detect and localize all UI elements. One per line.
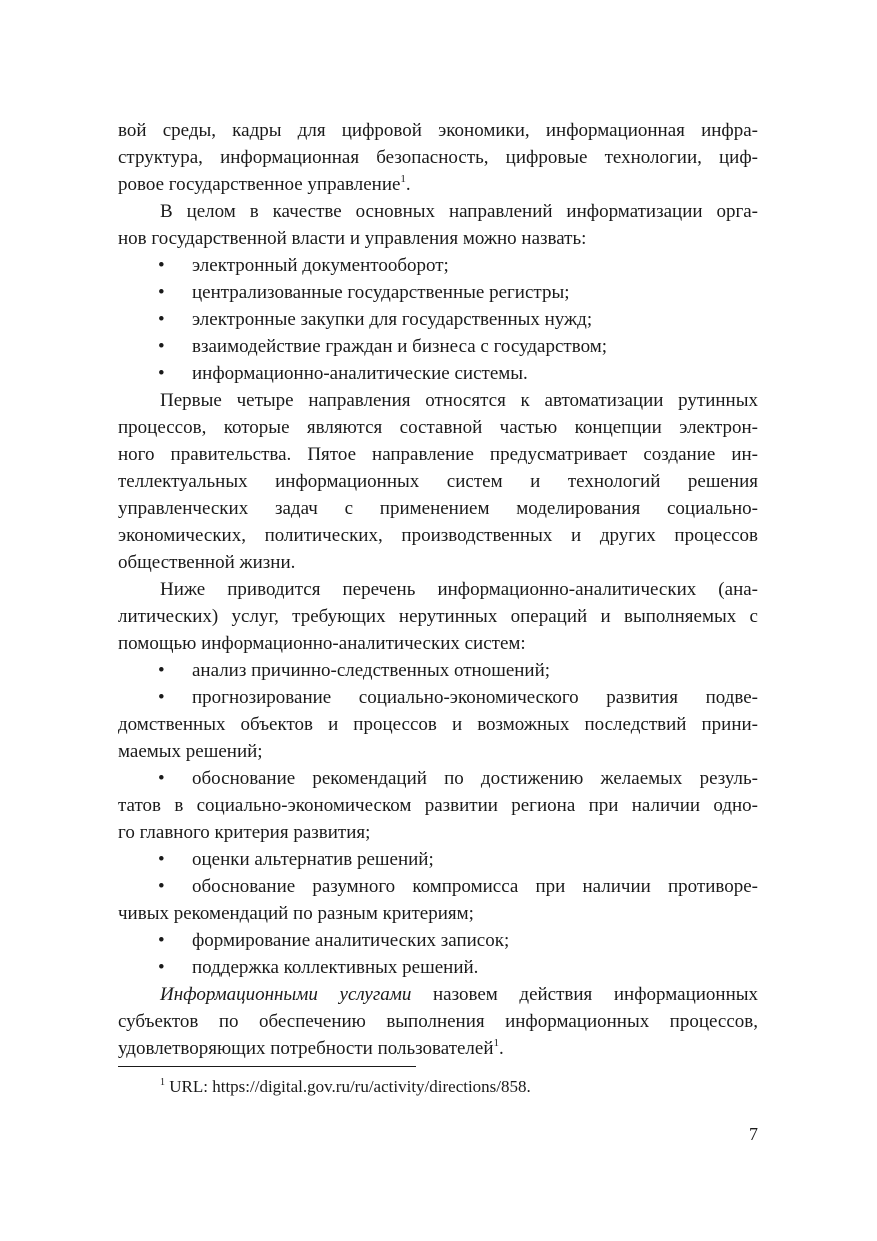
list-item — [118, 954, 758, 981]
body-text — [118, 117, 758, 1062]
text-line — [118, 414, 758, 441]
list-item — [118, 360, 758, 387]
text-line — [118, 576, 758, 603]
line-text: Ниже приводится перечень информационно-аналитических (ана- — [160, 579, 758, 600]
line-text: . — [499, 1038, 504, 1059]
bullet-icon: • — [158, 363, 165, 384]
line-text: маемых решений; — [118, 741, 263, 762]
bullet-icon: • — [158, 660, 165, 681]
list-item — [118, 684, 758, 711]
list-item — [118, 333, 758, 360]
line-text: ровое государственное управление — [118, 174, 401, 195]
footnote-divider — [118, 1066, 416, 1067]
text-line — [118, 792, 758, 819]
line-text: теллектуальных информационных систем и технологий решения — [118, 471, 758, 492]
bullet-icon: • — [158, 282, 165, 303]
line-text: обоснование разумного компромисса при наличии противоре- — [192, 876, 758, 897]
line-text: ного правительства. Пятое направление предусматривает создание ин- — [118, 444, 758, 465]
list-item — [118, 765, 758, 792]
text-line — [118, 1035, 758, 1062]
line-text: прогнозирование социально-экономического развития подве- — [192, 687, 758, 708]
list-item — [118, 846, 758, 873]
list-item — [118, 657, 758, 684]
line-text: литических) услуг, требующих нерутинных операций и выполняемых с — [118, 606, 758, 627]
line-text: электронный документооборот; — [192, 255, 449, 276]
list-item — [118, 873, 758, 900]
text-line — [118, 468, 758, 495]
text-line — [118, 495, 758, 522]
list-item — [118, 306, 758, 333]
line-text: удовлетворяющих потребности пользователей — [118, 1038, 494, 1059]
line-text: чивых рекомендаций по разным критериям; — [118, 903, 474, 924]
line-text: обоснование рекомендаций по достижению желаемых резуль- — [192, 768, 758, 789]
line-text: го главного критерия развития; — [118, 822, 371, 843]
text-line — [118, 549, 758, 576]
line-text: субъектов по обеспечению выполнения информационных процессов, — [118, 1011, 758, 1032]
line-text: централизованные государственные регистры; — [192, 282, 570, 303]
line-text: анализ причинно-следственных отношений; — [192, 660, 551, 681]
footnote-ref: 1 — [400, 173, 406, 185]
line-text: вой среды, кадры для цифровой экономики, информационная инфра- — [118, 120, 758, 141]
list-item — [118, 927, 758, 954]
bullet-icon: • — [158, 876, 165, 897]
text-line — [118, 171, 758, 198]
line-text: . — [405, 174, 411, 195]
line-text: структура, информационная безопасность, цифровые технологии, циф- — [118, 147, 758, 168]
line-text: домственных объектов и процессов и возможных последствий прини- — [118, 714, 758, 735]
text-line — [118, 981, 758, 1008]
footnote-marker: 1 — [160, 1077, 165, 1088]
list-item — [118, 279, 758, 306]
text-line — [118, 225, 758, 252]
bullet-icon: • — [158, 255, 165, 276]
line-text: формирование аналитических записок; — [192, 930, 510, 951]
line-text: В целом в качестве основных направлений информатизации орга- — [160, 201, 758, 222]
bullet-icon: • — [158, 957, 165, 978]
text-line — [118, 1008, 758, 1035]
italic-term: Информационными услугами — [160, 984, 412, 1005]
bullet-icon: • — [158, 687, 165, 708]
text-line — [118, 441, 758, 468]
line-text: электронные закупки для государственных нужд; — [192, 309, 593, 330]
bullet-icon: • — [158, 849, 165, 870]
line-text: информационно-аналитические системы. — [192, 363, 528, 384]
footnote-text: URL: https://digital.gov.ru/ru/activity/directions/858. — [165, 1077, 531, 1096]
text-line — [118, 144, 758, 171]
line-text: нов государственной власти и управления можно назвать: — [118, 228, 587, 249]
line-text: процессов, которые являются составной частью концепции электрон- — [118, 417, 758, 438]
text-line — [118, 387, 758, 414]
line-text: Первые четыре направления относятся к автоматизации рутинных — [160, 390, 758, 411]
line-text: татов в социально-экономическом развитии региона при наличии одно- — [118, 795, 758, 816]
text-line — [118, 117, 758, 144]
line-text: оценки альтернатив решений; — [192, 849, 434, 870]
footnote-ref: 1 — [493, 1037, 500, 1049]
text-line — [118, 819, 758, 846]
line-text: общественной жизни. — [118, 552, 296, 573]
line-text: управленческих задач с применением моделирования социально- — [118, 498, 758, 519]
line-text: поддержка коллективных решений. — [192, 957, 479, 978]
text-line — [118, 603, 758, 630]
text-line — [118, 711, 758, 738]
text-line — [118, 522, 758, 549]
text-line — [118, 198, 758, 225]
text-line — [118, 900, 758, 927]
line-text: взаимодействие граждан и бизнеса с государством; — [192, 336, 608, 357]
footnote — [160, 1075, 531, 1099]
line-text: назовем действия информационных — [411, 984, 758, 1005]
text-line — [118, 738, 758, 765]
line-text: помощью информационно-аналитических систем: — [118, 633, 526, 654]
bullet-icon: • — [158, 309, 165, 330]
line-text: экономических, политических, производственных и других процессов — [118, 525, 758, 546]
bullet-icon: • — [158, 930, 165, 951]
text-line — [118, 630, 758, 657]
bullet-icon: • — [158, 336, 165, 357]
page-number: 7 — [749, 1124, 758, 1144]
list-item — [118, 252, 758, 279]
bullet-icon: • — [158, 768, 165, 789]
